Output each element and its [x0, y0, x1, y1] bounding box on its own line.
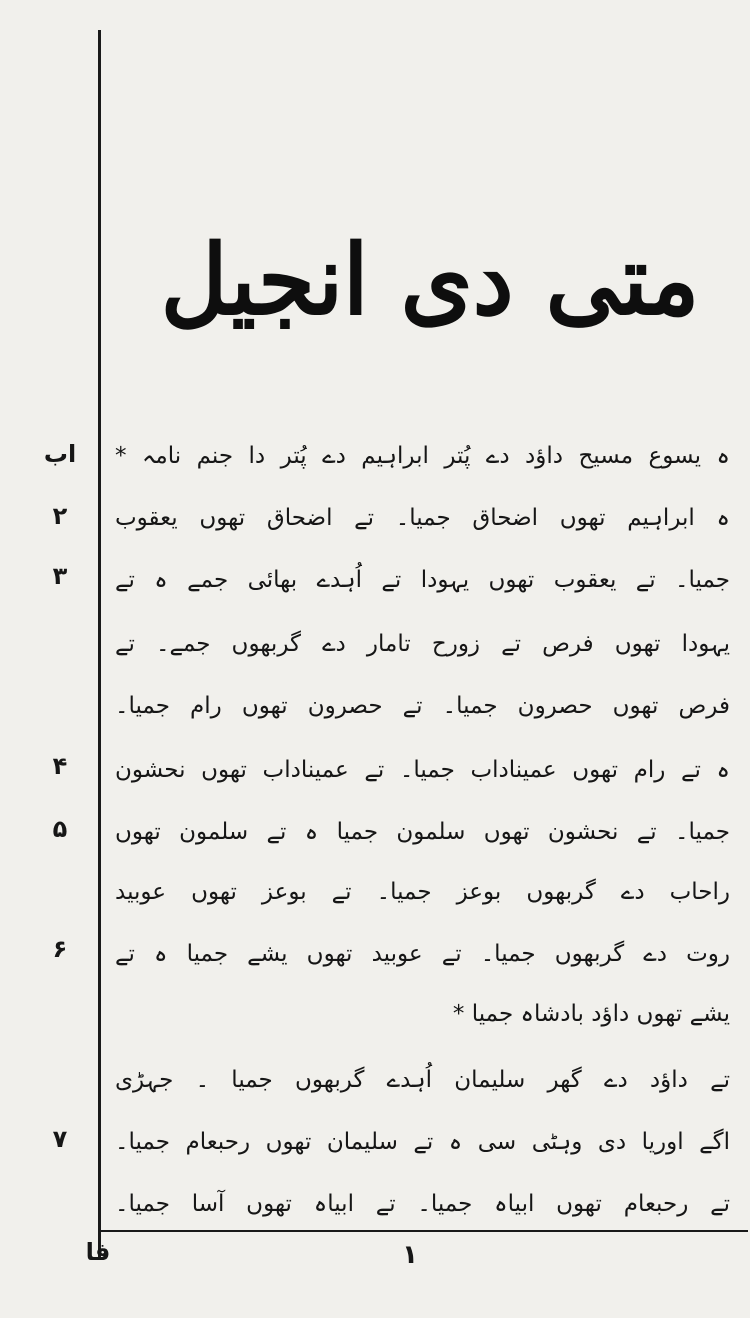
verse-number: ۳	[52, 562, 68, 590]
text-line: تے داؤد دے گھر سلیمان اُہدے گربھوں جمیا ۔ جہڑی	[115, 1067, 730, 1093]
text-line: فرص تھوں حصرون جمیا۔ تے حصرون تھوں رام جمیا۔	[115, 693, 730, 719]
margin-rule-vertical	[98, 30, 101, 1258]
verse-number: ۴	[52, 752, 68, 780]
footer-rule	[98, 1230, 748, 1232]
text-line: جمیا۔ تے یعقوب تھوں یہودا تے اُہدے بھائی جمے ہ تے	[115, 567, 730, 593]
text-line: یہودا تھوں فرص تے زورح تامار دے گربھوں جمے۔ تے	[115, 631, 730, 657]
text-line: راحاب دے گربھوں بوعز جمیا۔ تے بوعز تھوں عوبید	[115, 879, 730, 905]
signature-mark: فا	[85, 1238, 111, 1266]
verse-number: ۷	[52, 1125, 68, 1153]
text-line: روت دے گربھوں جمیا۔ تے عوبید تھوں یشے جمیا ہ تے	[115, 941, 730, 967]
text-line: ہ ابراہیم تھوں اضحاق جمیا۔ تے اضحاق تھوں یعقوب	[115, 505, 730, 531]
text-line: جمیا۔ تے نحشون تھوں سلمون جمیا ہ تے سلمون تھوں	[115, 819, 730, 845]
page-title: متی دی انجیل	[160, 223, 700, 337]
text-line: تے رحبعام تھوں ابیاہ جمیا۔ تے ابیاہ تھوں آسا جمیا۔	[115, 1191, 730, 1217]
text-line: ہ تے رام تھوں عمیناداب جمیا۔ تے عمیناداب تھوں نحشون	[115, 757, 730, 783]
verse-number: ۶	[52, 935, 68, 963]
text-line: یشے تھوں داؤد بادشاہ جمیا *	[452, 1001, 730, 1027]
text-line: اگے اوریا دی وہٹی سی ہ تے سلیمان تھوں رحبعام جمیا۔	[115, 1129, 730, 1155]
page-number: ١	[402, 1240, 418, 1270]
verse-number: ۲	[52, 502, 68, 530]
verse-number: ۵	[52, 815, 68, 843]
chapter-marker: اب	[43, 440, 77, 468]
text-line: ہ یسوع مسیح داؤد دے پُتر ابراہیم دے پُتر دا جنم نامہ *	[115, 443, 730, 469]
